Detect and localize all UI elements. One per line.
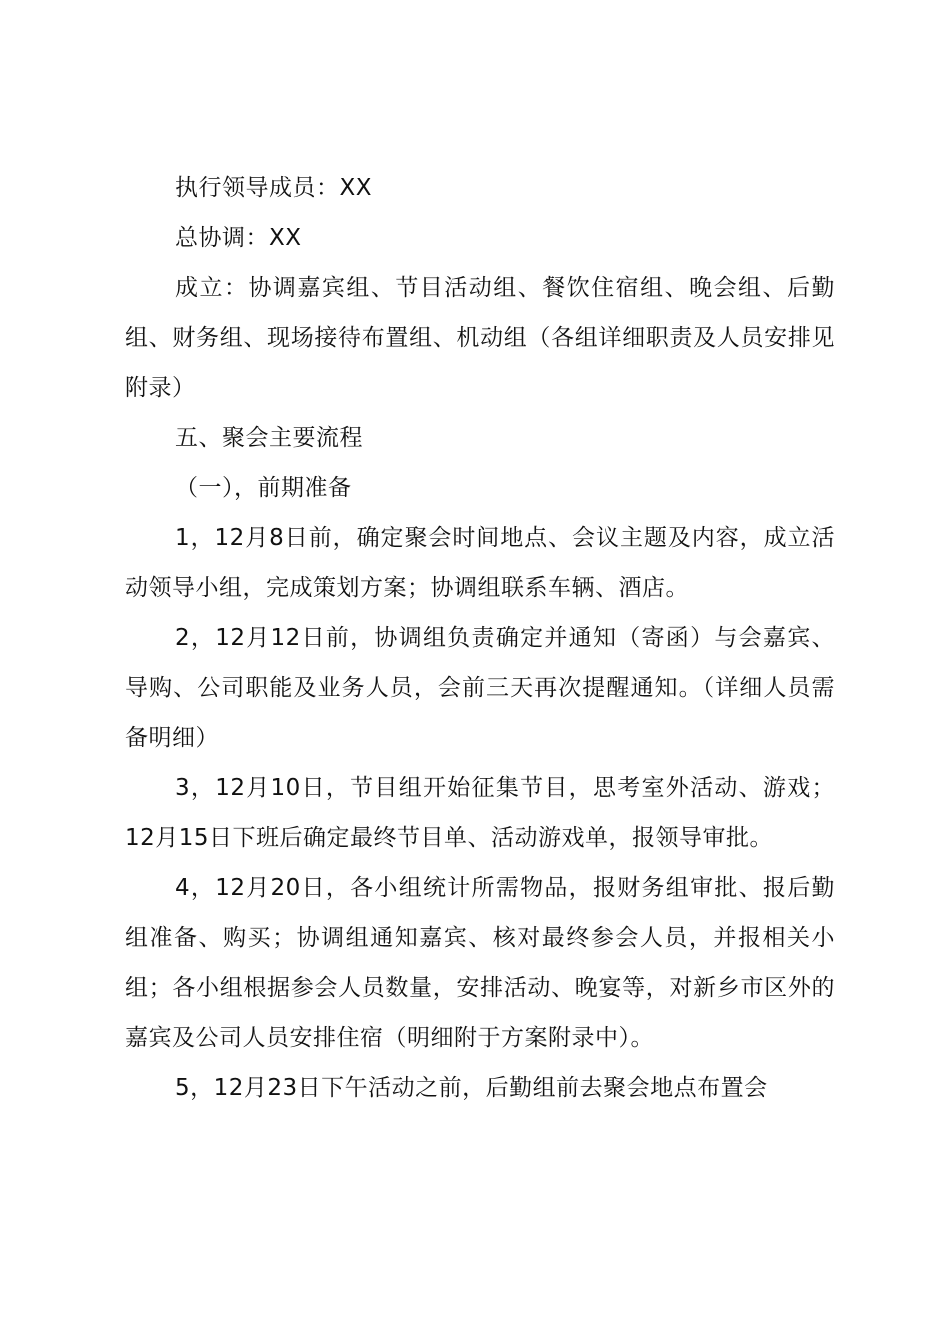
executive-leader-line: 执行领导成员：XX	[175, 175, 373, 201]
coordinator-line: 总协调：XX	[175, 225, 302, 251]
document-body	[125, 163, 835, 1113]
groups-established-paragraph: 成立：协调嘉宾组、节目活动组、餐饮住宿组、晚会组、后勤组、财务组、现场接待布置组、机动组（各组详细职责及人员安排见附录）	[125, 275, 835, 401]
step-3-paragraph: 3，12月10日，节目组开始征集节目，思考室外活动、游戏；12月15日下班后确定最终节目单、活动游戏单，报领导审批。	[125, 775, 835, 851]
step-1-paragraph: 1，12月8日前，确定聚会时间地点、会议主题及内容，成立活动领导小组，完成策划方案；协调组联系车辆、酒店。	[125, 525, 835, 601]
section-heading-process: 五、聚会主要流程	[175, 425, 363, 451]
subsection-heading-preparation: （一），前期准备	[175, 475, 352, 501]
step-2-paragraph: 2，12月12日前，协调组负责确定并通知（寄函）与会嘉宾、导购、公司职能及业务人员，会前三天再次提醒通知。（详细人员需备明细）	[125, 625, 835, 751]
step-5-paragraph: 5，12月23日下午活动之前，后勤组前去聚会地点布置会	[175, 1075, 768, 1101]
step-4-paragraph: 4，12月20日，各小组统计所需物品，报财务组审批、报后勤组准备、购买；协调组通知嘉宾、核对最终参会人员，并报相关小组；各小组根据参会人员数量，安排活动、晚宴等，对新乡市区外的嘉宾及公司人员安排住宿（明细附于方案附录中）。	[125, 875, 835, 1051]
